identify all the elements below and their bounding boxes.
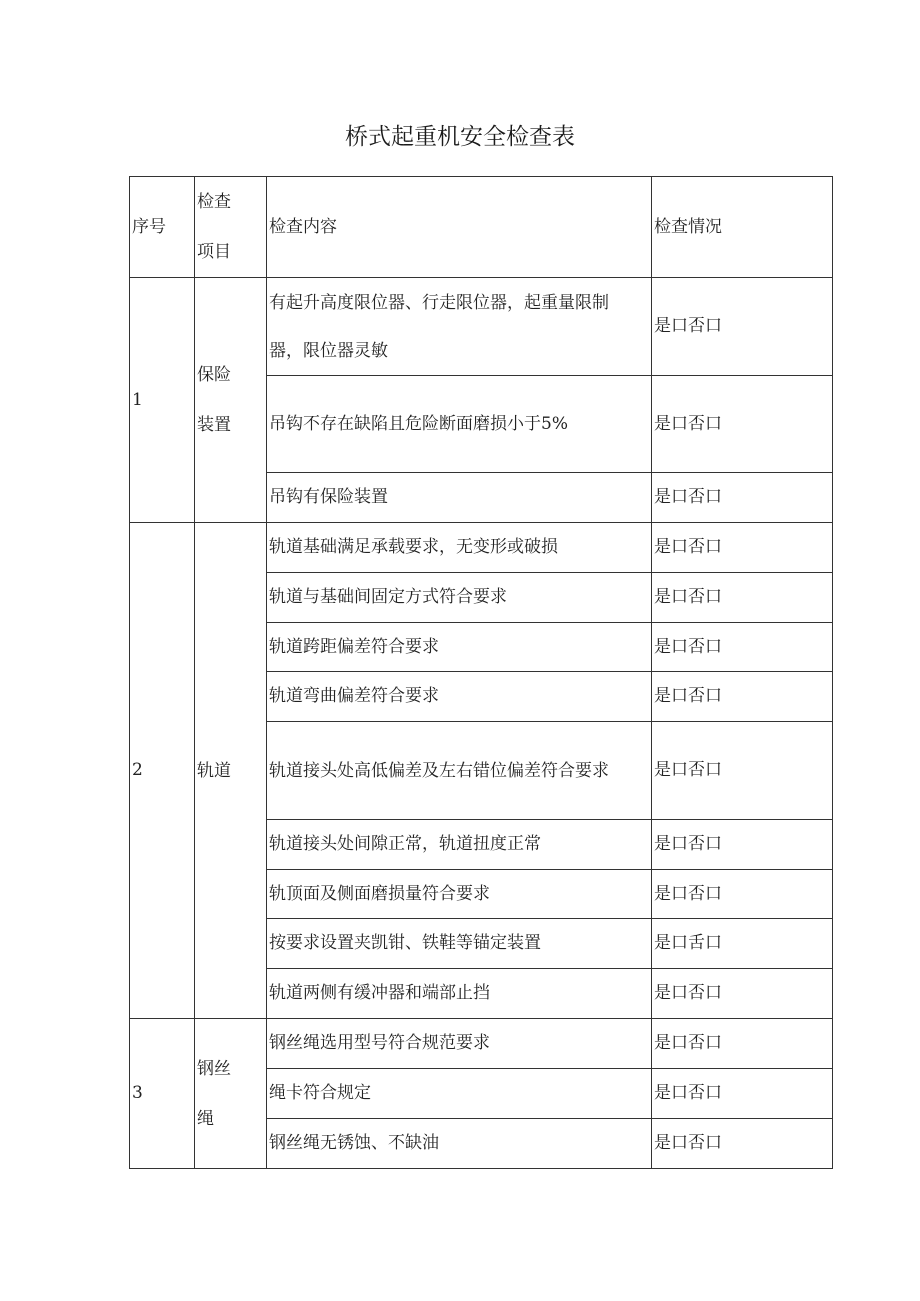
table-row — [130, 1019, 833, 1069]
group-seq: 3 — [130, 1019, 195, 1169]
check-content: 钢丝绳无锈蚀、不缺油 — [267, 1119, 652, 1169]
check-status[interactable]: 是口否口 — [652, 523, 833, 573]
check-status[interactable]: 是口否口 — [652, 722, 833, 820]
group-item — [195, 278, 267, 523]
check-content: 钢丝绳选用型号符合规范要求 — [267, 1019, 652, 1069]
check-content: 吊钩有保险装置 — [267, 473, 652, 523]
check-content: 吊钩不存在缺陷且危险断面磨损小于5% — [267, 376, 652, 473]
check-status[interactable]: 是口否口 — [652, 1119, 833, 1169]
check-status[interactable]: 是口否口 — [652, 969, 833, 1019]
check-status[interactable]: 是口否口 — [652, 1069, 833, 1119]
check-status[interactable]: 是口否口 — [652, 870, 833, 919]
check-content: 有起升高度限位器、行走限位器，起重量限制器，限位器灵敏 — [267, 278, 652, 376]
header-item-text: 检查 项目 — [197, 192, 231, 262]
check-status[interactable]: 是口否口 — [652, 376, 833, 473]
check-status[interactable]: 是口舌口 — [652, 919, 833, 969]
page-title: 桥式起重机安全检查表 — [345, 124, 575, 150]
group-seq: 1 — [130, 278, 195, 523]
check-content: 绳卡符合规定 — [267, 1069, 652, 1119]
table-row — [130, 278, 833, 376]
group-seq: 2 — [130, 523, 195, 1019]
check-content: 轨道与基础间固定方式符合要求 — [267, 573, 652, 623]
check-content: 轨顶面及侧面磨损量符合要求 — [267, 870, 652, 919]
group-item-text: 保险 装置 — [197, 365, 231, 435]
check-content: 轨道基础满足承载要求，无变形或破损 — [267, 523, 652, 573]
check-content: 轨道两侧有缓冲器和端部止挡 — [267, 969, 652, 1019]
check-status[interactable]: 是口否口 — [652, 278, 833, 376]
header-seq: 序号 — [130, 177, 195, 278]
check-content: 轨道接头处间隙正常，轨道扭度正常 — [267, 820, 652, 870]
check-content: 轨道跨距偏差符合要求 — [267, 623, 652, 672]
inspection-table — [129, 176, 833, 1169]
check-status[interactable]: 是口否口 — [652, 623, 833, 672]
check-content: 轨道接头处高低偏差及左右错位偏差符合要求 — [267, 722, 652, 820]
check-content: 按要求设置夹凯钳、铁鞋等锚定装置 — [267, 919, 652, 969]
header-item — [195, 177, 267, 278]
header-row — [130, 177, 833, 278]
group-item-text: 钢丝 绳 — [197, 1058, 231, 1129]
group-item-text: 轨道 — [197, 760, 231, 781]
check-status[interactable]: 是口否口 — [652, 473, 833, 523]
group-item — [195, 523, 267, 1019]
header-status: 检查情况 — [652, 177, 833, 278]
table-body — [130, 177, 833, 1169]
check-status[interactable]: 是口否口 — [652, 1019, 833, 1069]
table-row — [130, 523, 833, 573]
check-status[interactable]: 是口否口 — [652, 820, 833, 870]
group-item — [195, 1019, 267, 1169]
check-content: 轨道弯曲偏差符合要求 — [267, 672, 652, 722]
check-status[interactable]: 是口否口 — [652, 573, 833, 623]
check-status[interactable]: 是口否口 — [652, 672, 833, 722]
header-content: 检查内容 — [267, 177, 652, 278]
